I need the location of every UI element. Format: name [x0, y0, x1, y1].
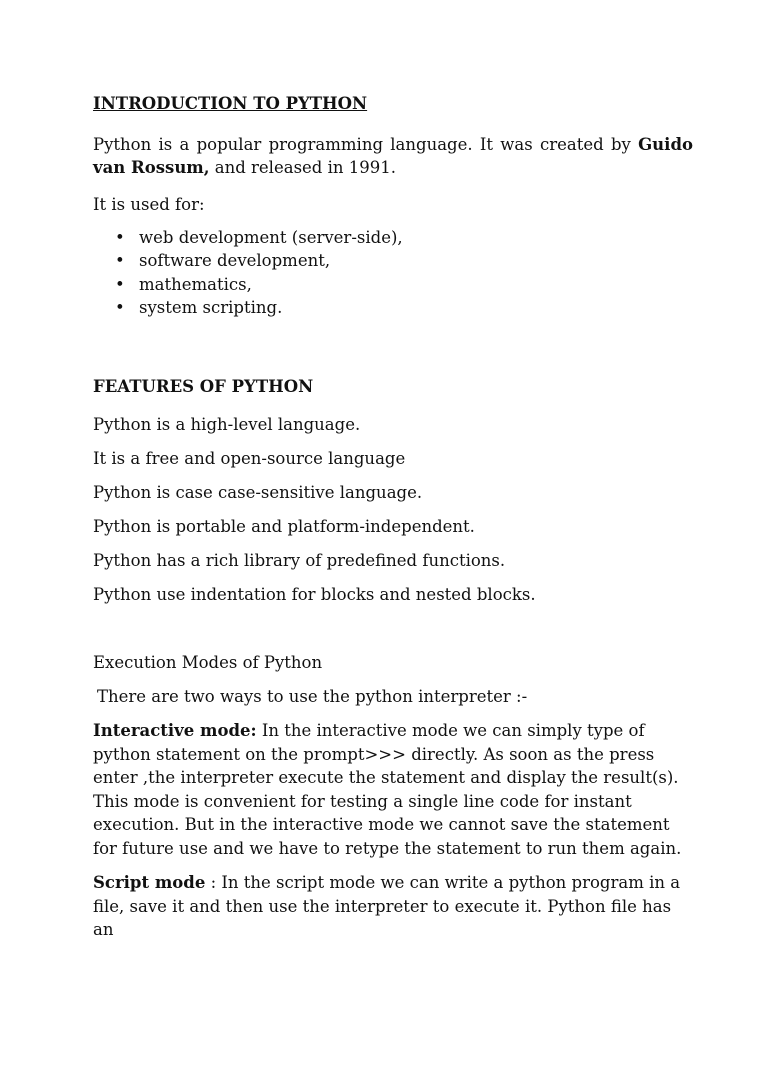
execution-modes-intro: There are two ways to use the python interpreter :-: [97, 686, 528, 706]
script-mode-label: Script mode: [93, 873, 206, 893]
list-item: [93, 249, 693, 272]
intro-text-start: Python is a popular programming language. It was created by: [93, 134, 639, 154]
script-mode-paragraph: [93, 871, 693, 942]
list-item-text: web development (server-side),: [139, 228, 403, 247]
execution-modes-title: Execution Modes of Python: [93, 653, 323, 673]
used-for-label: It is used for:: [93, 194, 205, 214]
feature-item: Python is a high-level language.: [93, 414, 361, 434]
intro-text-end: and released in 1991.: [209, 158, 396, 177]
feature-item: It is a free and open-source language: [93, 448, 406, 468]
list-item-text: mathematics,: [139, 274, 252, 294]
list-item: [93, 296, 693, 319]
intro-heading: INTRODUCTION TO PYTHON: [93, 94, 368, 113]
features-heading: FEATURES OF PYTHON: [93, 377, 314, 397]
bullet-icon: •: [115, 228, 125, 247]
uses-list: [93, 226, 693, 319]
creator-name: Guido van Rossum,: [93, 134, 693, 177]
intro-paragraph: [93, 133, 693, 180]
bullet-icon: •: [115, 251, 125, 271]
bullet-icon: •: [115, 274, 125, 294]
script-mode-text: : In the script mode we can write a python program in a file, save it and then use the interpreter to execute it. Python file has an: [93, 873, 681, 940]
document-page: [93, 92, 693, 942]
features-list: [93, 413, 693, 607]
interactive-mode-text: In the interactive mode we can simply type of python statement on the prompt>>> directly. As soon as the press enter ,the interpreter execute the statement and display the result(s). This mode is convenient for testing a single line code for instant execution. But in the interactive mode we cannot save the statement for future use and we have to retype the statement to run them again.: [93, 721, 682, 858]
feature-item: Python use indentation for blocks and nested blocks.: [93, 584, 536, 604]
list-item-text: system scripting.: [139, 297, 283, 317]
interactive-mode-paragraph: [93, 719, 693, 860]
list-item-text: software development,: [139, 251, 331, 271]
interactive-mode-label: Interactive mode:: [93, 721, 257, 741]
feature-item: Python has a rich library of predefined functions.: [93, 550, 506, 570]
list-item: [93, 226, 693, 249]
feature-item: Python is case case-sensitive language.: [93, 482, 423, 502]
feature-item: Python is portable and platform-independent.: [93, 516, 475, 536]
list-item: [93, 273, 693, 296]
bullet-icon: •: [115, 297, 125, 317]
